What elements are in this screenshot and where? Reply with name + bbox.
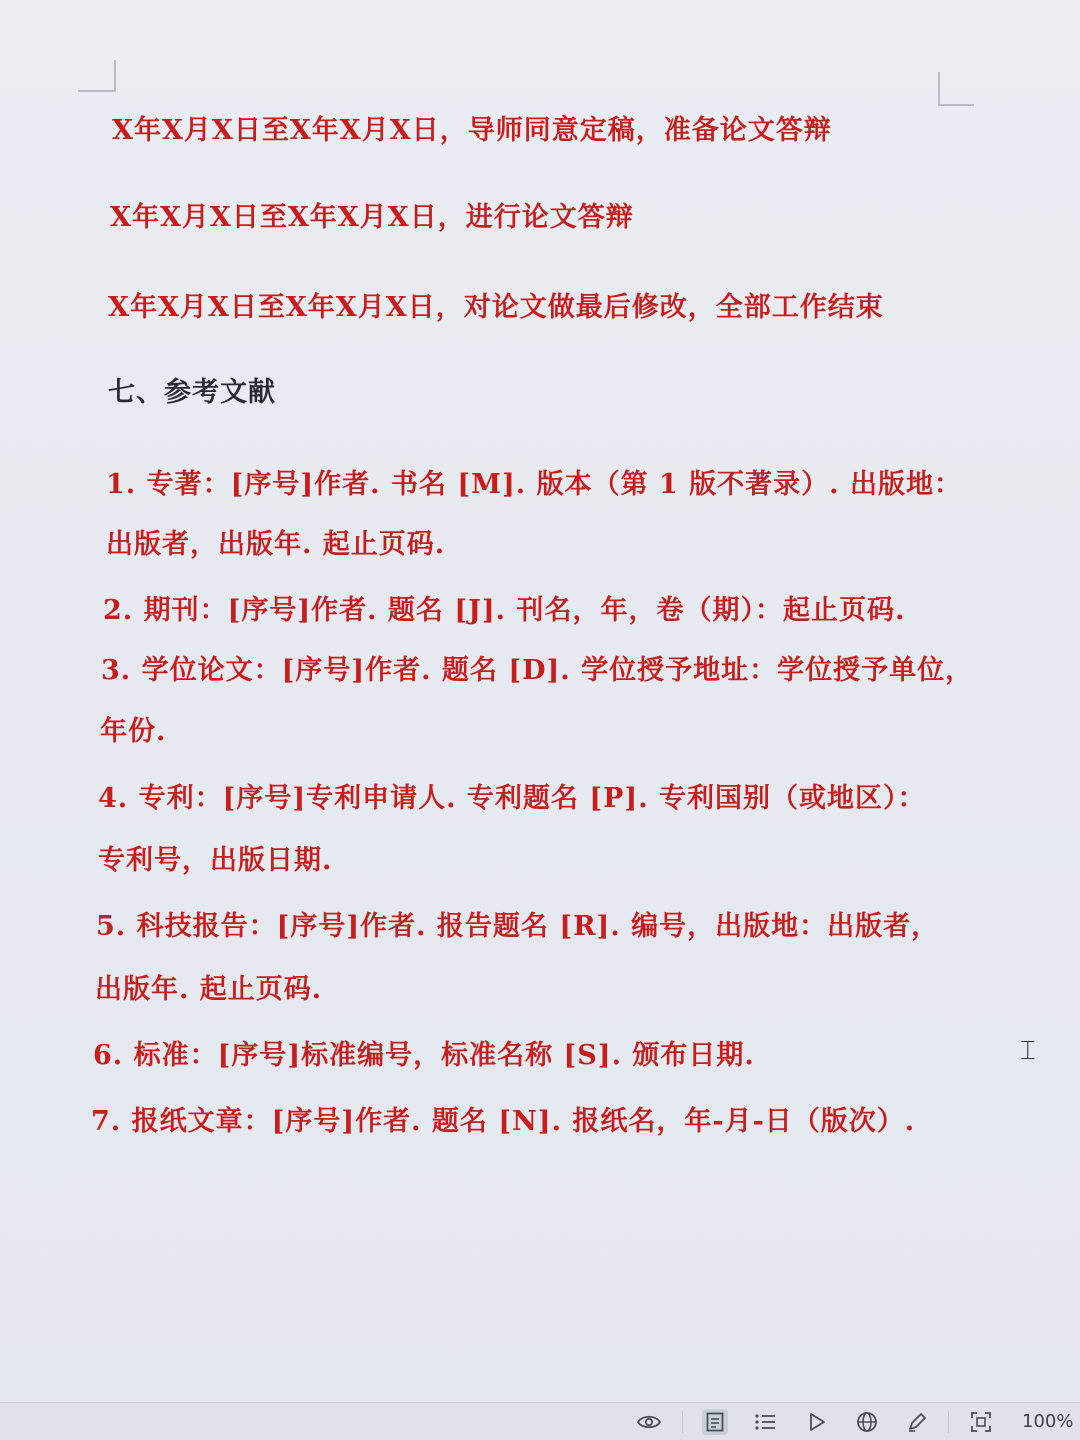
status-bar: [0, 1402, 1080, 1440]
reference-line[interactable]: 3. 学位论文：[序号]作者. 题名 [D]. 学位授予地址：学位授予单位，: [101, 655, 974, 686]
reference-line[interactable]: 7. 报纸文章：[序号]作者. 题名 [N]. 报纸名，年-月-日（版次）.: [91, 1106, 916, 1137]
reference-line[interactable]: 年份.: [100, 716, 167, 747]
reference-line[interactable]: 6. 标准：[序号]标准编号，标准名称 [S]. 颁布日期.: [93, 1040, 755, 1071]
globe-icon[interactable]: [854, 1409, 880, 1435]
text-cursor-icon: ⌶: [1020, 1036, 1036, 1066]
margin-corner-top-right: [938, 72, 974, 106]
page-view-icon[interactable]: [702, 1409, 728, 1435]
fit-screen-icon[interactable]: [968, 1409, 994, 1435]
margin-corner-top-left: [78, 60, 116, 92]
reference-line[interactable]: 出版者，出版年. 起止页码.: [106, 529, 446, 560]
section-heading[interactable]: 七、参考文献: [108, 377, 276, 408]
reference-line[interactable]: 出版年. 起止页码.: [95, 974, 323, 1005]
reference-line[interactable]: 专利号，出版日期.: [98, 845, 333, 876]
play-icon[interactable]: [804, 1409, 830, 1435]
reference-line[interactable]: 5. 科技报告：[序号]作者. 报告题名 [R]. 编号，出版地：出版者，: [96, 911, 940, 942]
pen-icon[interactable]: [904, 1409, 930, 1435]
eye-icon[interactable]: [636, 1409, 662, 1435]
schedule-line-1[interactable]: X年X月X日至X年X月X日，导师同意定稿，准备论文答辩: [112, 115, 832, 146]
status-separator: [682, 1411, 683, 1433]
status-separator: [948, 1411, 949, 1433]
schedule-line-3[interactable]: X年X月X日至X年X月X日，对论文做最后修改，全部工作结束: [108, 292, 884, 323]
reference-line[interactable]: 2. 期刊：[序号]作者. 题名 [J]. 刊名，年，卷（期）：起止页码.: [103, 595, 906, 626]
reference-line[interactable]: 4. 专利：[序号]专利申请人. 专利题名 [P]. 专利国别（或地区）：: [98, 783, 926, 814]
reference-line[interactable]: 1. 专著：[序号]作者. 书名 [M]. 版本（第 1 版不著录）. 出版地：: [106, 469, 962, 500]
outline-icon[interactable]: [752, 1409, 778, 1435]
zoom-level[interactable]: 100%: [1022, 1411, 1074, 1432]
schedule-line-2[interactable]: X年X月X日至X年X月X日，进行论文答辩: [110, 202, 634, 233]
